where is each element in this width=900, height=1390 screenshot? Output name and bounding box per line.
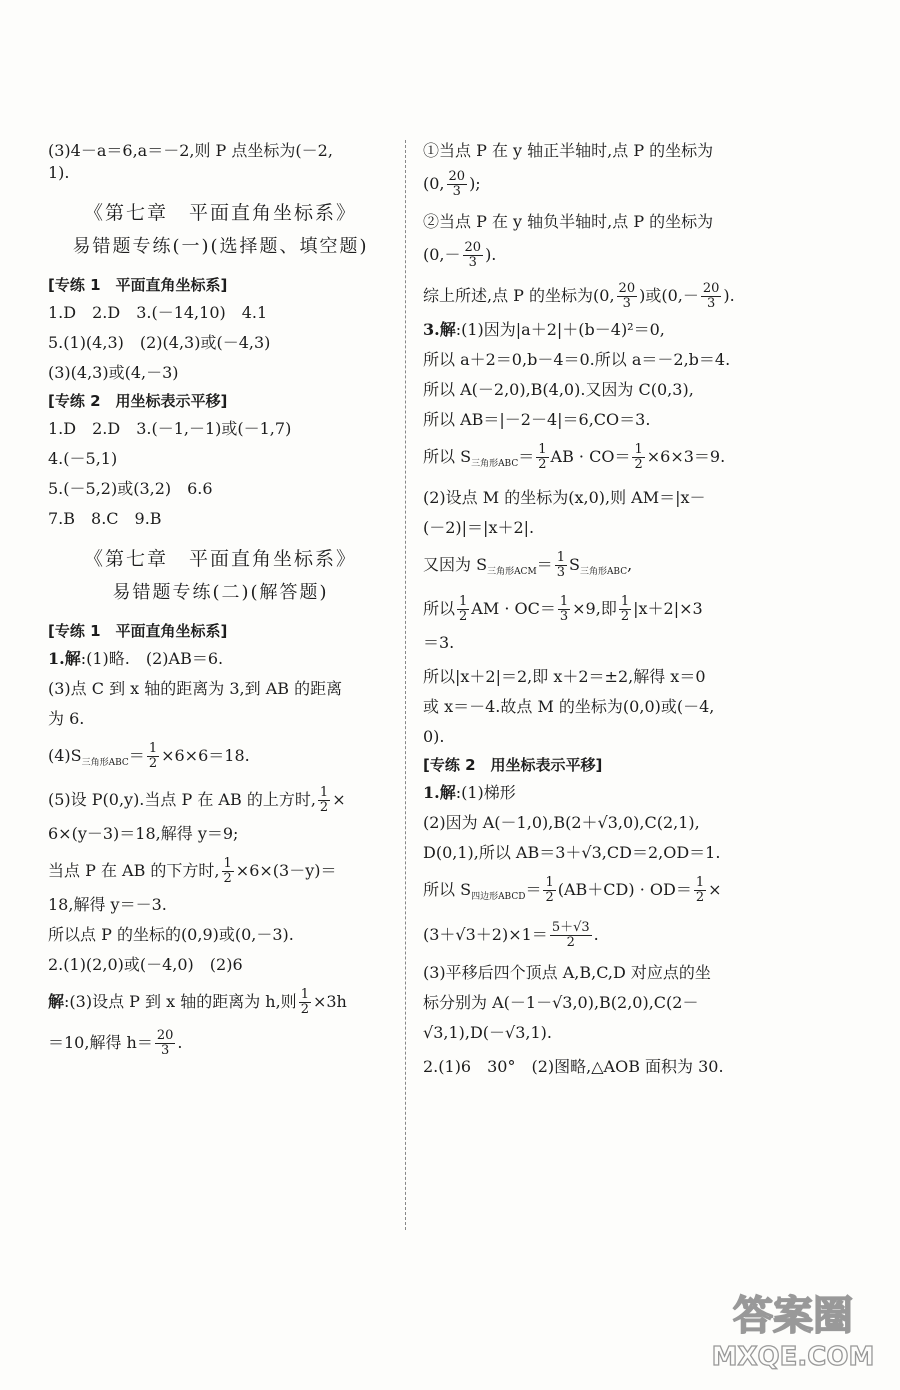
answer-line: (3＋√3＋2)×1＝ $\frac{5+√3}{2}$ . — [423, 919, 599, 950]
answer-line: D(0,1),所以 AB＝3＋√3,CD＝2,OD＝1. — [423, 843, 721, 863]
answer-line: ＝10,解得 h＝ $\frac{20}{3}$ . — [48, 1028, 183, 1059]
answer-line: √3,1),D(－√3,1). — [423, 1022, 553, 1042]
column-divider — [405, 140, 406, 1230]
fraction: $\frac{1}{2}$ — [620, 594, 630, 625]
answer-line: 1.解:(1)略. (2)AB＝6. — [48, 649, 224, 668]
right-column — [423, 140, 768, 1078]
exercise-header: [专练 2 用坐标表示平移] — [48, 392, 228, 410]
answer-line: 所以 $\frac{1}{2}$ AM · OC＝ $\frac{1}{3}$ ×9,即 $\frac{1}{2}$ |x＋2|×3 — [423, 594, 703, 625]
left-column — [48, 140, 393, 1058]
answer-line: 7.B 8.C 9.B — [48, 509, 162, 528]
fraction: $\frac{1}{2}$ — [634, 442, 643, 472]
fraction: $\frac{1}{2}$ — [695, 875, 705, 906]
answer-line: (3)点 C 到 x 轴的距离为 3,到 AB 的距离 — [48, 679, 343, 698]
answer-line: 所以 $S_{四边形ABCD}=$ $\frac{1}{2}$ (AB＋CD) · OD＝ $\frac{1}{2}$ × — [423, 875, 722, 906]
answer-line: (2)因为 A(－1,0),B(2＋√3,0),C(2,1), — [423, 813, 700, 833]
fraction: $\frac{1}{2}$ — [319, 785, 329, 816]
answer-line: 18,解得 y＝－3. — [48, 895, 167, 915]
fraction: $\frac{20}{3}$ — [448, 169, 466, 199]
answer-line: 所以点 P 的坐标的(0,9)或(0,－3). — [48, 925, 294, 945]
answer-line: 5.(－5,2)或(3,2) 6.6 — [48, 479, 213, 498]
answer-line: 4.(－5,1) — [48, 449, 118, 468]
answer-line: (5)设 P(0,y).当点 P 在 AB 的上方时, $\frac{1}{2}$ × — [48, 785, 346, 816]
fraction: $\frac{1}{2}$ — [459, 594, 468, 625]
watermark-url: MXQE.COM — [711, 1342, 875, 1372]
answer-line: (2)设点 M 的坐标为(x,0),则 AM＝|x－ — [423, 488, 706, 508]
answer-line: 所以|x＋2|＝2,即 x＋2＝±2,解得 x＝0 — [423, 667, 706, 687]
fraction: $\frac{1}{2}$ — [538, 442, 547, 472]
answer-line: ＝3. — [423, 633, 455, 653]
exercise-header: [专练 1 平面直角坐标系] — [48, 276, 228, 294]
fraction: $\frac{1}{2}$ — [545, 875, 554, 906]
fraction: $\frac{1}{3}$ — [559, 594, 569, 625]
fraction: $\frac{1}{3}$ — [556, 550, 565, 581]
answer-line: 所以 $S_{三角形ABC}=$ $\frac{1}{2}$ AB · CO＝ $\frac{1}{2}$ ×6×3＝9. — [423, 442, 726, 472]
answer-line: 所以 a＋2＝0,b－4＝0.所以 a＝－2,b＝4. — [423, 350, 731, 369]
answer-line: 标分别为 A(－1－√3,0),B(2,0),C(2－ — [423, 992, 699, 1012]
answer-line: (0,－ $\frac{20}{3}$ ). — [423, 240, 497, 270]
answer-line: 所以 AB＝|－2－4|＝6,CO＝3. — [423, 410, 651, 429]
fraction: $\frac{20}{3}$ — [618, 281, 636, 311]
exercise-header: [专练 2 用坐标表示平移] — [423, 756, 603, 775]
answer-line: 6×(y－3)＝18,解得 y＝9; — [48, 824, 239, 844]
answer-line: 当点 P 在 AB 的下方时, $\frac{1}{2}$ ×6×(3－y)＝ — [48, 856, 337, 887]
answer-line: (3)4－a＝6,a＝－2,则 P 点坐标为(－2, — [48, 141, 333, 160]
chapter-title: 《第七章 平面直角坐标系》 — [83, 202, 357, 224]
answer-line: ②当点 P 在 y 轴负半轴时,点 P 的坐标为 — [423, 212, 714, 231]
watermark-text: 答案圈 — [733, 1293, 853, 1339]
fraction: $\frac{5+√3}{2}$ — [551, 919, 590, 950]
fraction: $\frac{20}{3}$ — [702, 281, 720, 311]
answer-line: $(4)S_{三角形ABC}=$ $\frac{1}{2}$ ×6×6＝18. — [48, 741, 250, 771]
chapter-title: 《第七章 平面直角坐标系》 — [83, 548, 357, 570]
section-subtitle: 易错题专练(一)(选择题、填空题) — [72, 236, 369, 257]
answer-line: 3.解:(1)因为|a＋2|＋(b－4)²＝0, — [423, 320, 665, 339]
answer-line: 为 6. — [48, 709, 85, 728]
answer-line: (－2)|＝|x＋2|. — [423, 518, 535, 538]
fraction: $\frac{1}{2}$ — [223, 856, 232, 887]
fraction: $\frac{20}{3}$ — [156, 1028, 174, 1059]
answer-line: 1.D 2.D 3.(－14,10) 4.1 — [48, 303, 268, 322]
answer-line: (3)(4,3)或(4,－3) — [48, 363, 179, 382]
section-subtitle: 易错题专练(二)(解答题) — [112, 582, 329, 603]
fraction: $\frac{1}{2}$ — [300, 987, 309, 1018]
fraction: $\frac{1}{2}$ — [148, 741, 158, 771]
answer-line: 5.(1)(4,3) (2)(4,3)或(－4,3) — [48, 333, 271, 352]
answer-line: 2.(1)6 30° (2)图略,△AOB 面积为 30. — [423, 1056, 724, 1076]
answer-line: (0, $\frac{20}{3}$ ); — [423, 169, 481, 199]
answer-line: 解:(3)设点 P 到 x 轴的距离为 h,则 $\frac{1}{2}$ ×3h — [48, 987, 347, 1018]
answer-line: 2.(1)(2,0)或(－4,0) (2)6 — [48, 955, 243, 975]
exercise-header: [专练 1 平面直角坐标系] — [48, 622, 228, 640]
answer-line: 1.D 2.D 3.(－1,－1)或(－1,7) — [48, 419, 292, 438]
answer-line: ①当点 P 在 y 轴正半轴时,点 P 的坐标为 — [423, 141, 714, 160]
answer-line: 1.解:(1)梯形 — [423, 783, 516, 803]
answer-line: 所以 A(－2,0),B(4,0).又因为 C(0,3), — [423, 380, 694, 399]
answer-line: 1). — [48, 163, 70, 182]
answer-line: 综上所述,点 P 的坐标为(0, $\frac{20}{3}$ )或(0,－ $\frac{20}{3}$ ). — [423, 281, 735, 311]
answer-line: 0). — [423, 727, 445, 747]
answer-line: 或 x＝－4.故点 M 的坐标为(0,0)或(－4, — [423, 697, 715, 717]
answer-line: 又因为 $S_{三角形ACM}=$ $\frac{1}{3}$ $S_{三角形ABC}$, — [423, 550, 633, 581]
answer-line: (3)平移后四个顶点 A,B,C,D 对应点的坐 — [423, 962, 711, 982]
watermark-logo — [698, 1281, 888, 1376]
fraction: $\frac{20}{3}$ — [464, 240, 482, 270]
